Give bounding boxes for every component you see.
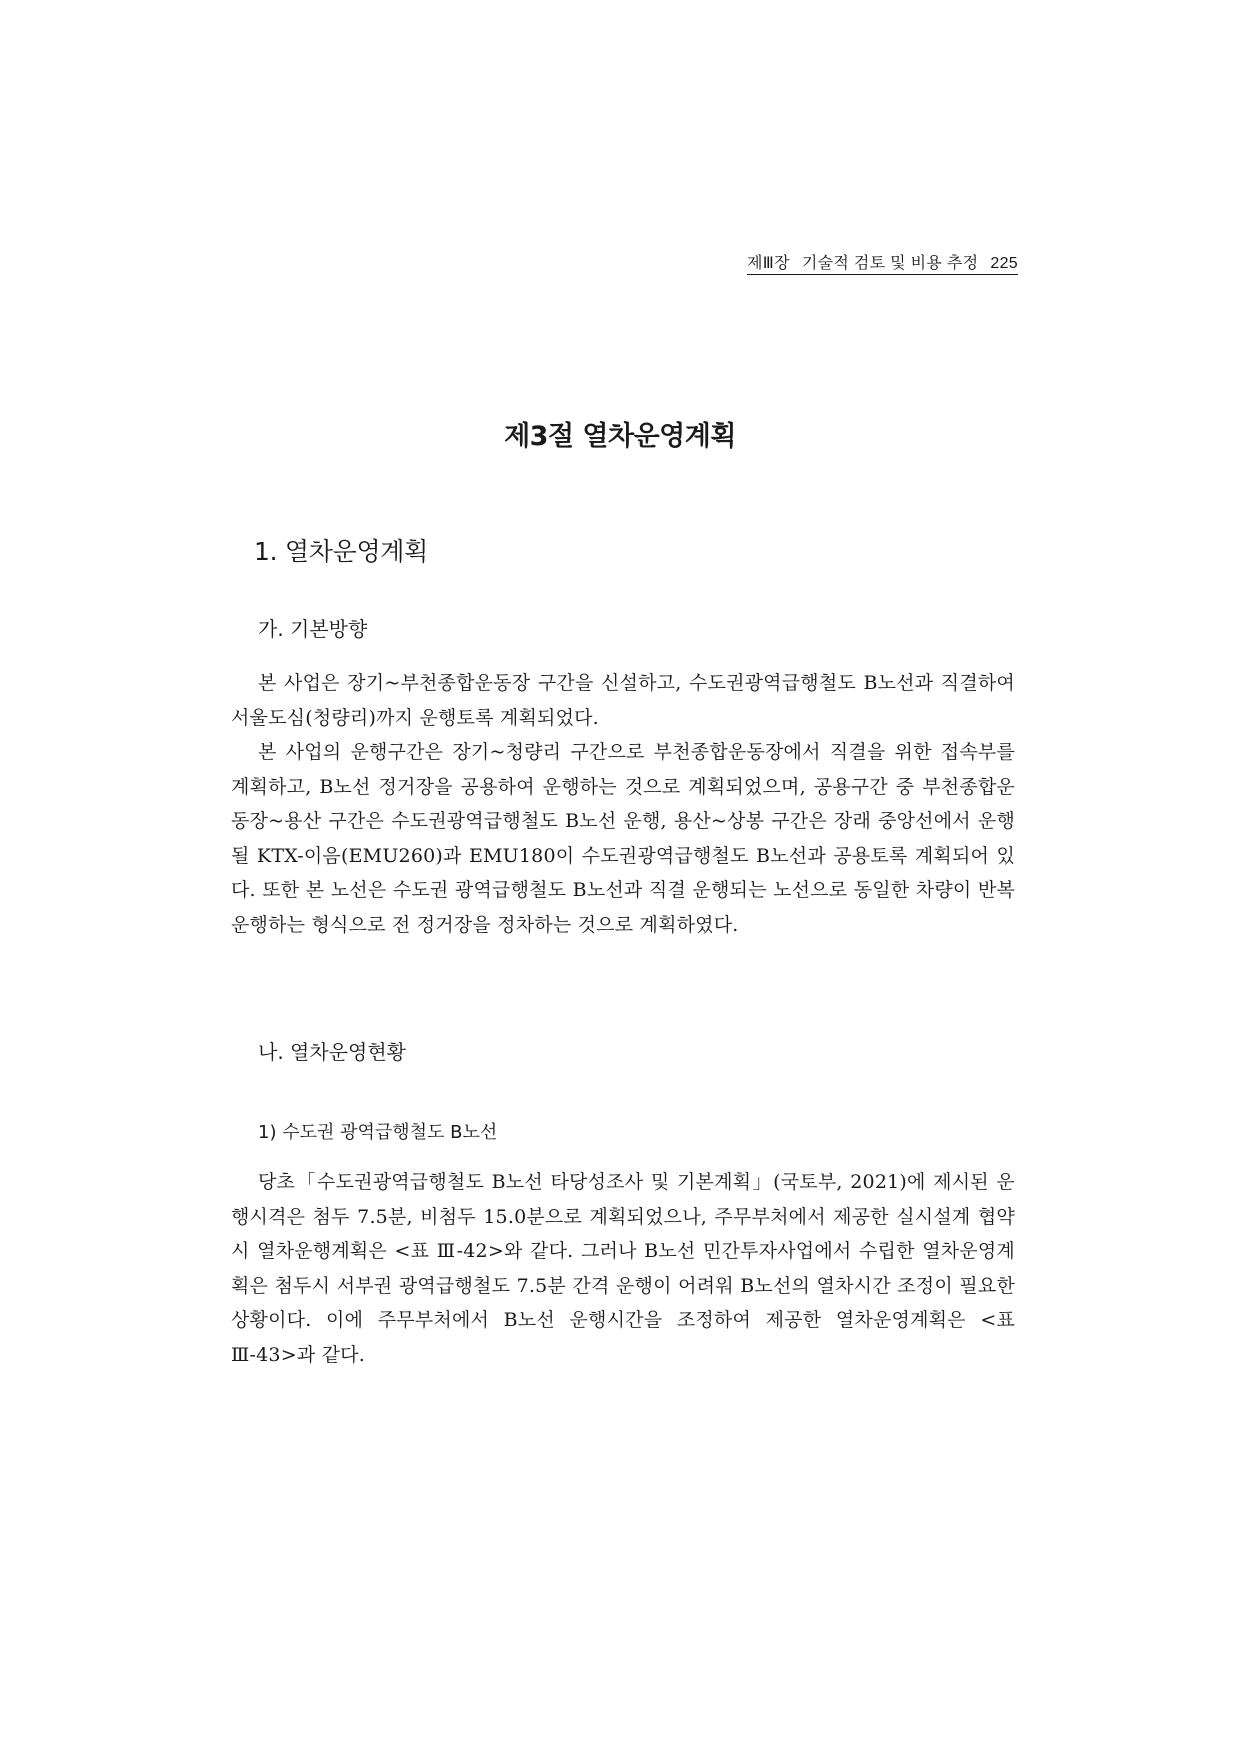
chapter-label: 제Ⅲ장: [747, 255, 790, 272]
item-1-heading: 1) 수도권 광역급행철도 B노선: [258, 1122, 498, 1143]
paragraph-basic-direction-2: 본 사업의 운행구간은 장기~청량리 구간으로 부천종합운동장에서 직결을 위한 접속부를 계획하고, B노선 정거장을 공용하여 운행하는 것으로 계획되었으며, 공용구간 중 부천종합운동장~용산 구간은 수도권광역급행철도 B노선 운행, 용산~상봉 구간은 장래 중앙선에서 운행될 KTX-이음(EMU260)과 EMU180이 수도권광역급행철도 B노선과 공용토록 계획되어 있다. 또한 본 노선은 수도권 광역급행철도 B노선과 직결 운행되는 노선으로 동일한 차량이 반복 운행하는 형식으로 전 정거장을 정차하는 것으로 계획하였다.: [231, 741, 1015, 936]
subsection-b-heading: 나. 열차운영현황: [258, 1040, 406, 1064]
page-number: 225: [990, 255, 1018, 272]
paragraph-basic-direction-1: 본 사업은 장기~부천종합운동장 구간을 신설하고, 수도권광역급행철도 B노선과 직결하여 서울도심(청량리)까지 운행토록 계획되었다.: [231, 672, 1015, 729]
chapter-title: 기술적 검토 및 비용 추정: [801, 255, 979, 272]
subsection-a-heading: 가. 기본방향: [258, 617, 368, 641]
section-title: 제3절 열차운영계획: [504, 421, 736, 452]
heading-1: 1. 열차운영계획: [254, 537, 428, 566]
running-header: [747, 250, 1018, 275]
paragraph-operation-status: 당초「수도권광역급행철도 B노선 타당성조사 및 기본계획」(국토부, 2021)에 제시된 운행시격은 첨두 7.5분, 비첨두 15.0분으로 계획되었으나, 주무부처에서 제공한 실시설계 협약시 열차운행계획은 <표 Ⅲ-42>와 같다. 그러나 B노선 민간투자사업에서 수립한 열차운영계획은 첨두시 서부권 광역급행철도 7.5분 간격 운행이 어려워 B노선의 열차시간 조정이 필요한 상황이다. 이에 주무부처에서 B노선 운행시간을 조정하여 제공한 열차운영계획은 <표 Ⅲ-43>과 같다.: [231, 1171, 1015, 1366]
